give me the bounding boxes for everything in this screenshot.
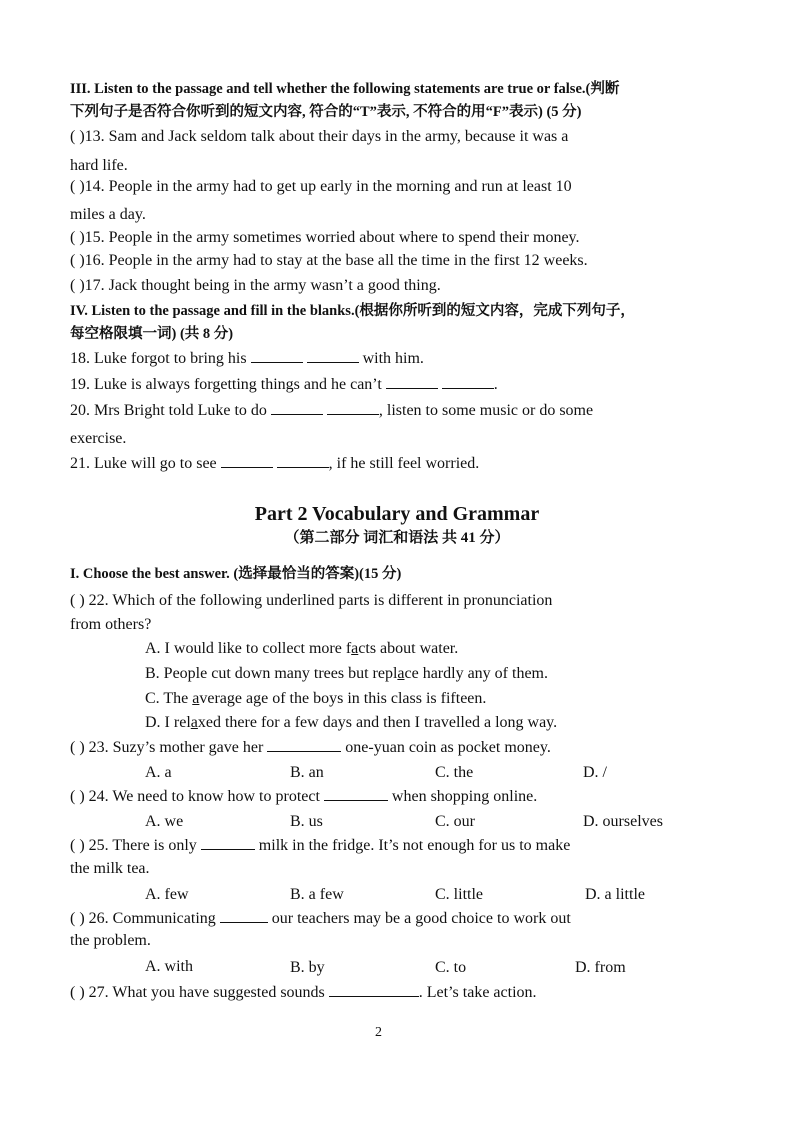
answer-blank[interactable]	[271, 400, 323, 415]
question-22: ( ) 22. Which of the following underlined parts is different in pronunciation	[70, 592, 553, 609]
option-22-a[interactable]	[145, 638, 458, 660]
question-25-text: ( ) 25. There is only	[70, 837, 197, 854]
underlined-letter: a	[190, 714, 198, 731]
answer-blank[interactable]	[267, 737, 341, 752]
answer-blank[interactable]	[221, 453, 273, 468]
question-23-text-end: one-yuan coin as pocket money.	[345, 739, 551, 756]
option-26-b[interactable]: B. by	[290, 959, 325, 976]
option-22-b[interactable]	[145, 663, 548, 685]
question-17: ( )17. Jack thought being in the army wasn’t a good thing.	[70, 277, 441, 294]
question-18-text: 18. Luke forgot to bring his	[70, 350, 247, 367]
answer-blank[interactable]	[442, 374, 494, 389]
answer-blank[interactable]	[201, 835, 255, 850]
question-16: ( )16. People in the army had to stay at the base all the time in the first 12 weeks.	[70, 252, 588, 269]
option-text: cts about water.	[358, 640, 459, 657]
option-25-c[interactable]: C. little	[435, 886, 483, 903]
answer-blank[interactable]	[386, 374, 438, 389]
option-text: xed there for a few days and then I travelled a long way.	[197, 714, 558, 731]
page-number: 2	[375, 1025, 382, 1040]
answer-blank[interactable]	[307, 348, 359, 363]
part-2-title: Part 2 Vocabulary and Grammar	[254, 503, 540, 525]
question-20-text-end: , listen to some music or do some	[378, 402, 594, 419]
section-3-heading: III. Listen to the passage and tell whether the following statements are true or false.(判断	[70, 81, 620, 97]
question-18-text-end: with him.	[362, 350, 424, 367]
question-25	[70, 835, 570, 857]
question-27-text: ( ) 27. What you have suggested sounds	[70, 984, 325, 1001]
option-25-a[interactable]: A. few	[145, 886, 189, 903]
underlined-letter: a	[397, 665, 405, 682]
underlined-letter: a	[192, 690, 200, 707]
question-25-cont: the milk tea.	[70, 860, 150, 877]
question-23	[70, 737, 551, 759]
question-26-text-end: our teachers may be a good choice to work out	[271, 910, 571, 927]
question-24	[70, 786, 537, 808]
question-19-text-end: .	[493, 376, 498, 393]
answer-blank[interactable]	[324, 786, 388, 801]
question-20-text: 20. Mrs Bright told Luke to do	[70, 402, 267, 419]
option-23-b[interactable]: B. an	[290, 764, 324, 781]
question-24-text: ( ) 24. We need to know how to protect	[70, 788, 320, 805]
question-27-text-end: . Let’s take action.	[418, 984, 537, 1001]
option-text: B. People cut down many trees but repl	[145, 665, 398, 682]
option-text: C. The	[145, 690, 193, 707]
option-text: verage age of the boys in this class is fifteen.	[199, 690, 487, 707]
answer-blank[interactable]	[329, 982, 419, 997]
option-24-d[interactable]: D. ourselves	[583, 813, 663, 830]
question-13-cont: hard life.	[70, 157, 128, 174]
question-25-text-end: milk in the fridge. It’s not enough for us to make	[258, 837, 571, 854]
option-26-a[interactable]: A. with	[145, 958, 193, 975]
question-19	[70, 374, 498, 396]
answer-blank[interactable]	[277, 453, 329, 468]
question-14-cont: miles a day.	[70, 206, 146, 223]
question-26-cont: the problem.	[70, 932, 151, 949]
answer-blank[interactable]	[327, 400, 379, 415]
option-text: A. I would like to collect more f	[145, 640, 352, 657]
question-27	[70, 982, 537, 1004]
section-3-heading-cont: 下列句子是否符合你听到的短文内容, 符合的“T”表示, 不符合的用“F”表示) (5 分)	[70, 104, 582, 120]
option-25-d[interactable]: D. a little	[585, 886, 645, 903]
question-24-text-end: when shopping online.	[391, 788, 538, 805]
question-26-text: ( ) 26. Communicating	[70, 910, 216, 927]
question-21-text-end: , if he still feel worried.	[328, 455, 480, 472]
question-20	[70, 400, 593, 422]
underlined-letter: a	[351, 640, 359, 657]
question-18	[70, 348, 424, 370]
question-21	[70, 453, 479, 475]
option-24-a[interactable]: A. we	[145, 813, 184, 830]
option-text: ce hardly any of them.	[404, 665, 548, 682]
question-21-text: 21. Luke will go to see	[70, 455, 217, 472]
question-23-text: ( ) 23. Suzy’s mother gave her	[70, 739, 264, 756]
answer-blank[interactable]	[251, 348, 303, 363]
option-26-c[interactable]: C. to	[435, 959, 467, 976]
question-26	[70, 908, 571, 930]
question-22-cont: from others?	[70, 616, 152, 633]
option-23-c[interactable]: C. the	[435, 764, 474, 781]
option-25-b[interactable]: B. a few	[290, 886, 344, 903]
option-23-a[interactable]: A. a	[145, 764, 172, 781]
option-22-c[interactable]	[145, 688, 486, 710]
question-13: ( )13. Sam and Jack seldom talk about their days in the army, because it was a	[70, 128, 569, 145]
option-24-c[interactable]: C. our	[435, 813, 475, 830]
question-15: ( )15. People in the army sometimes worried about where to spend their money.	[70, 229, 580, 246]
part-2-subtitle: （第二部分 词汇和语法 共 41 分）	[284, 530, 510, 546]
option-22-d[interactable]	[145, 712, 557, 734]
question-14: ( )14. People in the army had to get up early in the morning and run at least 10	[70, 178, 572, 195]
section-4-heading: IV. Listen to the passage and fill in the blanks.(根据你所听到的短文内容，完成下列句子，	[70, 303, 635, 319]
option-23-d[interactable]: D. /	[583, 764, 607, 781]
option-24-b[interactable]: B. us	[290, 813, 323, 830]
option-26-d[interactable]: D. from	[575, 959, 626, 976]
section-1-heading: I. Choose the best answer. (选择最恰当的答案)(15 分)	[70, 566, 402, 582]
answer-blank[interactable]	[220, 908, 268, 923]
option-text: D. I rel	[145, 714, 191, 731]
question-19-text: 19. Luke is always forgetting things and he can’t	[70, 376, 382, 393]
question-20-cont: exercise.	[70, 430, 127, 447]
section-4-heading-cont: 每空格限填一词) (共 8 分)	[70, 326, 234, 342]
